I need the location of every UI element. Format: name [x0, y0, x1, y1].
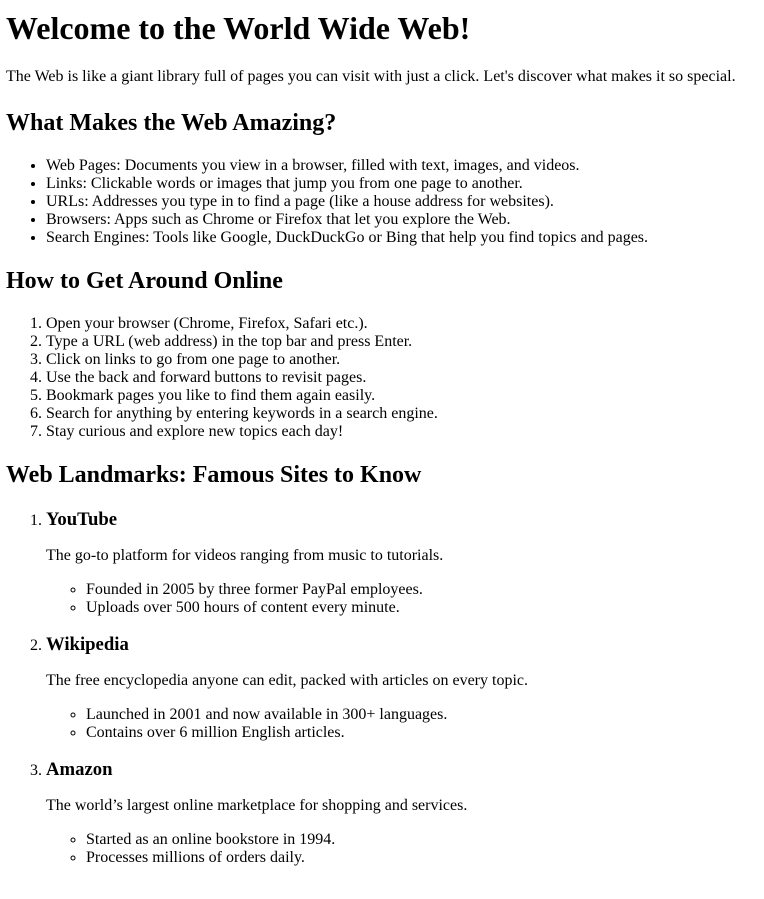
document-page — [0, 10, 764, 867]
fact-item: ◦ Processes millions of orders daily. — [86, 849, 758, 867]
navigate-heading: How to Get Around Online — [6, 268, 283, 294]
page-title: Welcome to the World Wide Web! — [6, 10, 471, 46]
landmarks-list — [6, 509, 758, 867]
site-description: The world’s largest online marketplace for shopping and services. — [46, 797, 468, 814]
fact-item: ◦ Uploads over 500 hours of content every minute. — [86, 599, 758, 617]
navigate-steps — [6, 315, 758, 441]
step-item: 7. Stay curious and explore new topics each day! — [46, 423, 758, 441]
site-description: The go-to platform for videos ranging from music to tutorials. — [46, 547, 444, 564]
list-item: • Search Engines: Tools like Google, DuckDuckGo or Bing that help you find topics and pages. — [46, 229, 758, 247]
site-name: 1. YouTube — [46, 509, 118, 530]
amazing-list — [6, 157, 758, 247]
fact-item: ◦ Launched in 2001 and now available in 300+ languages. — [86, 706, 758, 724]
step-item: 6. Search for anything by entering keywords in a search engine. — [46, 405, 758, 423]
step-item: 2. Type a URL (web address) in the top bar and press Enter. — [46, 333, 758, 351]
list-item: • Web Pages: Documents you view in a browser, filled with text, images, and videos. — [46, 157, 758, 175]
site-name: 3. Amazon — [46, 759, 113, 780]
fact-item: ◦ Founded in 2005 by three former PayPal employees. — [86, 581, 758, 599]
site-facts — [46, 706, 758, 742]
site-facts — [46, 831, 758, 867]
step-item: 1. Open your browser (Chrome, Firefox, Safari etc.). — [46, 315, 758, 333]
step-item: 4. Use the back and forward buttons to revisit pages. — [46, 369, 758, 387]
list-item: • URLs: Addresses you type in to find a page (like a house address for websites). — [46, 193, 758, 211]
landmarks-heading: Web Landmarks: Famous Sites to Know — [6, 462, 422, 488]
site-facts — [46, 581, 758, 617]
amazing-heading: What Makes the Web Amazing? — [6, 110, 337, 136]
intro-paragraph: The Web is like a giant library full of pages you can visit with just a click. Let's discover what makes it so special. — [6, 68, 736, 85]
step-item: 3. Click on links to go from one page to another. — [46, 351, 758, 369]
fact-item: ◦ Contains over 6 million English articles. — [86, 724, 758, 742]
step-item: 5. Bookmark pages you like to find them again easily. — [46, 387, 758, 405]
site-item-youtube — [46, 509, 758, 617]
site-description: The free encyclopedia anyone can edit, packed with articles on every topic. — [46, 672, 528, 689]
site-item-amazon — [46, 759, 758, 867]
site-item-wikipedia — [46, 634, 758, 742]
site-name: 2. Wikipedia — [46, 634, 129, 655]
list-item: • Browsers: Apps such as Chrome or Firefox that let you explore the Web. — [46, 211, 758, 229]
list-item: • Links: Clickable words or images that jump you from one page to another. — [46, 175, 758, 193]
fact-item: ◦ Started as an online bookstore in 1994. — [86, 831, 758, 849]
